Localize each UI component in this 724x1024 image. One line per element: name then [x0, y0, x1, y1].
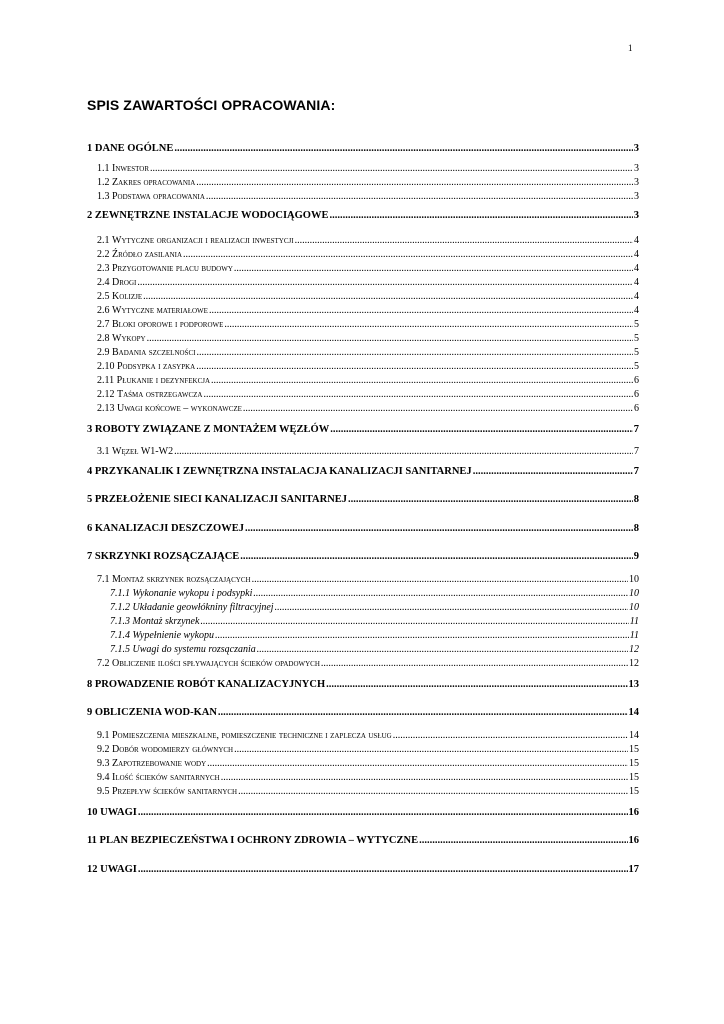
toc-leader-dots	[196, 177, 633, 188]
toc-entry[interactable]	[110, 616, 639, 627]
toc-entry-page: 3	[634, 163, 639, 174]
toc-entry-number: 2.7	[97, 319, 110, 330]
toc-entry[interactable]	[97, 319, 639, 330]
toc-entry-title	[97, 263, 233, 274]
toc-entry-page: 6	[634, 403, 639, 414]
toc-entry-page: 5	[634, 333, 639, 344]
toc-entry-title	[87, 551, 239, 562]
toc-entry-label: DANE OGÓLNE	[94, 143, 174, 154]
toc-leader-dots	[240, 551, 632, 562]
toc-leader-dots	[253, 588, 628, 599]
toc-entry-page: 8	[633, 523, 639, 534]
toc-entry-page: 15	[629, 744, 639, 755]
toc-entry-page: 10	[629, 602, 639, 613]
toc-entry-title	[97, 772, 220, 783]
toc-entry-page: 3	[633, 143, 639, 154]
toc-leader-dots	[419, 835, 627, 846]
toc-entry-page: 16	[628, 807, 639, 818]
toc-leader-dots	[206, 191, 633, 202]
toc-entry-title	[97, 277, 136, 288]
toc-entry-title	[87, 143, 173, 154]
toc-entry[interactable]	[97, 786, 639, 797]
toc-entry-number: 7.1.2	[110, 602, 130, 613]
toc-leader-dots	[207, 758, 628, 769]
toc-leader-dots	[329, 210, 632, 221]
toc-entry-title	[97, 177, 195, 188]
toc-entry[interactable]	[97, 658, 639, 669]
toc-entry-label: OBLICZENIA WOD-KAN	[94, 707, 217, 718]
toc-entry[interactable]	[97, 446, 639, 457]
toc-entry-label: Taśma ostrzegawcza	[117, 389, 203, 400]
toc-entry-label: Kolizje	[112, 291, 143, 302]
toc-entry-number: 2.9	[97, 347, 110, 358]
toc-entry-number: 1.3	[97, 191, 110, 202]
toc-entry-title	[97, 744, 233, 755]
toc-entry-number: 4	[87, 466, 93, 477]
toc-leader-dots	[200, 616, 628, 627]
toc-entry[interactable]	[110, 588, 639, 599]
toc-entry-title	[97, 291, 142, 302]
toc-entry[interactable]	[97, 263, 639, 274]
toc-entry-number: 9.5	[97, 786, 110, 797]
toc-entry-page: 8	[633, 494, 639, 505]
toc-entry[interactable]	[97, 191, 639, 202]
toc-entry-number: 7.1.1	[110, 588, 130, 599]
toc-entry-title	[110, 630, 214, 641]
toc-entry-page: 14	[628, 707, 639, 718]
toc-entry[interactable]	[97, 758, 639, 769]
toc-entry-title	[97, 249, 182, 260]
toc-entry-page: 16	[628, 835, 639, 846]
toc-entry-page: 4	[634, 291, 639, 302]
toc-entry-page: 5	[634, 361, 639, 372]
toc-entry-page: 3	[634, 191, 639, 202]
toc-entry-label: SKRZYNKI ROZSĄCZAJĄCE	[94, 551, 240, 562]
toc-entry-page: 10	[629, 574, 639, 585]
toc-entry-label: Płukanie i dezynfekcja	[116, 375, 211, 386]
toc-entry[interactable]	[87, 551, 639, 562]
toc-entry[interactable]	[87, 707, 639, 718]
toc-leader-dots	[234, 744, 628, 755]
toc-entry[interactable]	[97, 744, 639, 755]
toc-entry-number: 6	[87, 523, 93, 534]
toc-entry-title	[97, 163, 149, 174]
toc-entry-label: Źródło zasilania	[112, 249, 183, 260]
toc-entry-page: 17	[628, 864, 639, 875]
toc-entry-number: 7.1	[97, 574, 110, 585]
toc-entry-number: 7.2	[97, 658, 110, 669]
toc-entry-number: 2.10	[97, 361, 115, 372]
toc-entry-label: Montaż skrzynek	[132, 616, 200, 627]
toc-entry[interactable]	[97, 389, 639, 400]
toc-entry-title	[87, 864, 137, 875]
toc-entry-label: Ilość ścieków sanitarnych	[112, 772, 220, 783]
toc-entry-number: 7	[87, 551, 93, 562]
toc-entry[interactable]	[87, 864, 639, 875]
toc-entry-title	[110, 588, 252, 599]
toc-entry[interactable]	[97, 177, 639, 188]
toc-leader-dots	[275, 602, 628, 613]
toc-leader-dots	[196, 347, 633, 358]
toc-entry-page: 15	[629, 786, 639, 797]
toc-entry-page: 12	[629, 644, 639, 655]
toc-leader-dots	[215, 630, 629, 641]
toc-entry-page: 7	[634, 446, 639, 457]
toc-entry-page: 3	[634, 177, 639, 188]
toc-entry[interactable]	[97, 305, 639, 316]
toc-entry[interactable]	[87, 679, 639, 690]
toc-entry[interactable]	[97, 772, 639, 783]
toc-leader-dots	[224, 319, 633, 330]
toc-entry-page: 3	[633, 210, 639, 221]
toc-entry-page: 11	[629, 616, 639, 627]
toc-leader-dots	[211, 375, 633, 386]
toc-leader-dots	[221, 772, 628, 783]
toc-entry-label: KANALIZACJI DESZCZOWEJ	[94, 523, 244, 534]
toc-entry-label: Zakres opracowania	[112, 177, 196, 188]
toc-leader-dots	[209, 305, 633, 316]
toc-leader-dots	[234, 263, 633, 274]
toc-entry-title	[87, 807, 137, 818]
toc-leader-dots	[473, 466, 633, 477]
toc-entry[interactable]	[97, 347, 639, 358]
toc-leader-dots	[174, 446, 633, 457]
toc-entry-label: Przepływ ścieków sanitarnych	[112, 786, 238, 797]
toc-entry-label: Podstawa opracowania	[112, 191, 205, 202]
toc-leader-dots	[243, 403, 633, 414]
toc-entry-page: 6	[634, 375, 639, 386]
toc-entry[interactable]	[87, 466, 639, 477]
toc-leader-dots	[218, 707, 628, 718]
toc-entry-title	[97, 319, 223, 330]
toc-entry-number: 9.1	[97, 730, 110, 741]
toc-entry[interactable]	[110, 644, 639, 655]
toc-leader-dots	[138, 864, 628, 875]
toc-entry-number: 7.1.3	[110, 616, 130, 627]
toc-entry[interactable]	[97, 730, 639, 741]
toc-entry[interactable]	[97, 163, 639, 174]
toc-entry-number: 3	[87, 424, 93, 435]
toc-leader-dots	[252, 574, 628, 585]
page-number: 1	[628, 43, 633, 53]
toc-entry-number: 12	[87, 864, 98, 875]
toc-entry-page: 6	[634, 389, 639, 400]
toc-entry-number: 2.3	[97, 263, 110, 274]
toc-entry-number: 3.1	[97, 446, 110, 457]
toc-entry-title	[87, 494, 347, 505]
toc-entry-number: 1.2	[97, 177, 110, 188]
toc-leader-dots	[196, 361, 633, 372]
toc-entry-label: Wypełnienie wykopu	[132, 630, 215, 641]
toc-entry-label: Uwagi końcowe – wykonawcze	[117, 403, 242, 414]
toc-entry[interactable]	[97, 333, 639, 344]
toc-entry-number: 2.13	[97, 403, 115, 414]
toc-entry-title	[87, 523, 244, 534]
toc-entry-page: 4	[634, 305, 639, 316]
toc-entry[interactable]	[97, 361, 639, 372]
toc-entry-label: Obliczenie ilości spływających ścieków opadowych	[112, 658, 320, 669]
toc-entry-title	[97, 658, 320, 669]
toc-entry[interactable]	[87, 210, 639, 221]
toc-entry-page: 5	[634, 347, 639, 358]
toc-entry-number: 2.6	[97, 305, 110, 316]
toc-leader-dots	[183, 249, 633, 260]
toc-entry-page: 7	[633, 466, 639, 477]
toc-entry-title	[110, 602, 274, 613]
toc-entry-number: 2.2	[97, 249, 110, 260]
toc-entry-label: Przygotowanie placu budowy	[112, 263, 233, 274]
toc-entry-title	[97, 347, 195, 358]
toc-entry-number: 9.3	[97, 758, 110, 769]
toc-entry-page: 4	[634, 277, 639, 288]
toc-entry-label: ROBOTY ZWIĄZANE Z MONTAŻEM WĘZŁÓW	[94, 424, 330, 435]
toc-entry-title	[97, 305, 208, 316]
toc-leader-dots	[137, 277, 633, 288]
toc-entry-title	[110, 616, 199, 627]
toc-entry-title	[97, 574, 251, 585]
toc-entry-label: Węzeł W1-W2	[112, 446, 174, 457]
toc-entry-title	[97, 786, 237, 797]
toc-entry-number: 1.1	[97, 163, 110, 174]
toc-entry-label: PROWADZENIE ROBÓT KANALIZACYJNYCH	[94, 679, 326, 690]
toc-entry-label: Wytyczne organizacji i realizacji inwestycji	[112, 235, 294, 246]
toc-entry[interactable]	[97, 403, 639, 414]
toc-entry-label: Montaż skrzynek rozsączających	[112, 574, 251, 585]
toc-leader-dots	[147, 333, 633, 344]
toc-entry[interactable]	[97, 291, 639, 302]
toc-entry-title	[97, 389, 202, 400]
toc-entry[interactable]	[97, 249, 639, 260]
toc-entry-title	[97, 730, 392, 741]
toc-entry-number: 2	[87, 210, 93, 221]
toc-leader-dots	[348, 494, 633, 505]
toc-entry-page: 4	[634, 249, 639, 260]
toc-entry-number: 2.4	[97, 277, 110, 288]
toc-entry[interactable]	[97, 574, 639, 585]
toc-entry-label: Zapotrzebowanie wody	[112, 758, 207, 769]
toc-entry[interactable]	[97, 375, 639, 386]
toc-entry-page: 5	[634, 319, 639, 330]
toc-heading: SPIS ZAWARTOŚCI OPRACOWANIA:	[87, 97, 336, 113]
toc-entry-label: Badania szczelności	[112, 347, 196, 358]
toc-entry-page: 9	[633, 551, 639, 562]
toc-entry-number: 10	[87, 807, 98, 818]
toc-entry[interactable]	[87, 494, 639, 505]
toc-entry-page: 10	[629, 588, 639, 599]
toc-entry-number: 8	[87, 679, 93, 690]
toc-entry-title	[97, 333, 146, 344]
toc-entry-title	[97, 446, 173, 457]
toc-entry-title	[97, 375, 210, 386]
toc-leader-dots	[326, 679, 627, 690]
toc-entry-number: 7.1.5	[110, 644, 130, 655]
toc-entry-number: 2.11	[97, 375, 115, 386]
toc-entry-page: 11	[629, 630, 639, 641]
toc-entry-number: 2.12	[97, 389, 115, 400]
toc-entry-label: PRZYKANALIK I ZEWNĘTRZNA INSTALACJA KANALIZACJI SANITARNEJ	[94, 466, 472, 477]
toc-entry[interactable]	[87, 143, 639, 154]
toc-entry-title	[87, 679, 325, 690]
toc-leader-dots	[321, 658, 628, 669]
toc-entry-number: 9.2	[97, 744, 110, 755]
toc-entry-page: 13	[628, 679, 639, 690]
toc-entry-label: Wykopy	[112, 333, 146, 344]
toc-entry-title	[87, 424, 329, 435]
toc-entry-title	[87, 210, 328, 221]
toc-entry-page: 15	[629, 772, 639, 783]
toc-entry-title	[87, 466, 472, 477]
toc-entry-title	[110, 644, 256, 655]
toc-entry-number: 2.8	[97, 333, 110, 344]
toc-entry-number: 1	[87, 143, 93, 154]
toc-entry[interactable]	[97, 277, 639, 288]
toc-entry[interactable]	[87, 424, 639, 435]
toc-entry-number: 2.1	[97, 235, 110, 246]
toc-leader-dots	[393, 730, 628, 741]
toc-leader-dots	[138, 807, 628, 818]
toc-entry-title	[97, 191, 205, 202]
toc-entry-label: Wytyczne materiałowe	[112, 305, 208, 316]
toc-leader-dots	[330, 424, 633, 435]
toc-entry-number: 5	[87, 494, 93, 505]
toc-entry-number: 9.4	[97, 772, 110, 783]
toc-entry-title	[97, 758, 206, 769]
toc-entry-title	[87, 835, 418, 846]
toc-entry-title	[97, 235, 294, 246]
toc-entry[interactable]	[110, 602, 639, 613]
toc-entry-number: 9	[87, 707, 93, 718]
toc-entry[interactable]	[110, 630, 639, 641]
toc-entry-label: Wykonanie wykopu i podsypki	[132, 588, 253, 599]
toc-entry-label: UWAGI	[100, 807, 137, 818]
toc-entry-number: 2.5	[97, 291, 110, 302]
toc-entry-label: Inwestor	[112, 163, 150, 174]
toc-entry-label: PRZEŁOŻENIE SIECI KANALIZACJI SANITARNEJ	[94, 494, 348, 505]
toc-entry-title	[97, 361, 195, 372]
toc-entry-label: Uwagi do systemu rozsączania	[132, 644, 256, 655]
toc-entry-label: Dobór wodomierzy głównych	[112, 744, 234, 755]
toc-entry[interactable]	[97, 235, 639, 246]
toc-entry-label: ZEWNĘTRZNE INSTALACJE WODOCIĄGOWE	[94, 210, 329, 221]
toc-entry-label: Bloki oporowe i podporowe	[112, 319, 224, 330]
toc-entry-number: 11	[87, 835, 97, 846]
toc-entry-title	[97, 403, 242, 414]
toc-entry[interactable]	[87, 523, 639, 534]
toc-entry-page: 4	[634, 263, 639, 274]
toc-leader-dots	[174, 143, 632, 154]
toc-leader-dots	[150, 163, 633, 174]
toc-entry-page: 14	[629, 730, 639, 741]
toc-entry-label: Podsypka i zasypka	[117, 361, 196, 372]
toc-entry-label: UWAGI	[100, 864, 137, 875]
toc-entry[interactable]	[87, 835, 639, 846]
toc-leader-dots	[238, 786, 628, 797]
toc-entry-number: 7.1.4	[110, 630, 130, 641]
toc-leader-dots	[143, 291, 633, 302]
toc-leader-dots	[295, 235, 633, 246]
toc-entry-page: 15	[629, 758, 639, 769]
toc-entry-title	[87, 707, 217, 718]
toc-entry-label: PLAN BEZPIECZEŃSTWA I OCHRONY ZDROWIA – WYTYCZNE	[99, 835, 419, 846]
toc-leader-dots	[245, 523, 633, 534]
toc-entry-label: Układanie geowłókniny filtracyjnej	[132, 602, 274, 613]
toc-leader-dots	[257, 644, 628, 655]
toc-entry-label: Drogi	[112, 277, 137, 288]
toc-entry-page: 7	[633, 424, 639, 435]
toc-entry-page: 12	[629, 658, 639, 669]
toc-entry-page: 4	[634, 235, 639, 246]
toc-entry-label: Pomieszczenia mieszkalne, pomieszczenie techniczne i zaplecza usług	[112, 730, 392, 741]
toc-leader-dots	[203, 389, 633, 400]
toc-entry[interactable]	[87, 807, 639, 818]
